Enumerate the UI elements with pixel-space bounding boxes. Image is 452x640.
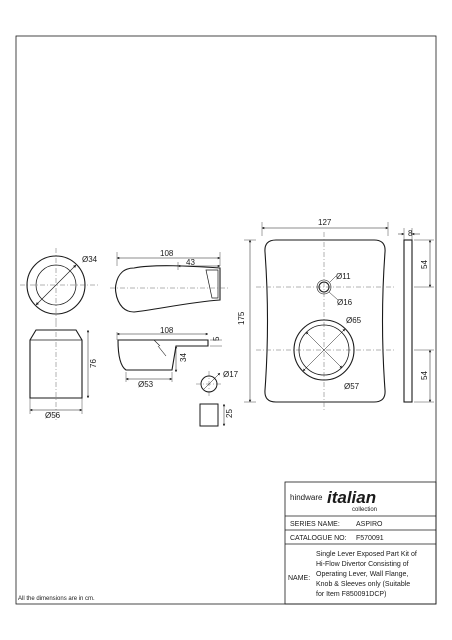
dim-w108-top: 108 (160, 249, 174, 258)
dim-d53: Ø53 (138, 380, 154, 389)
series-value: ASPIRO (356, 521, 383, 528)
lever-side-view (117, 326, 222, 389)
lever-top-view (110, 249, 228, 312)
dim-v54-bottom: 54 (420, 371, 429, 380)
name-line: Operating Lever, Wall Flange, (316, 571, 409, 578)
dim-w8: 8 (408, 229, 413, 238)
dim-d56: Ø56 (45, 411, 61, 420)
dim-h34: 34 (179, 353, 188, 362)
dim-d17: Ø17 (223, 370, 239, 379)
dimension-footnote: All the dimensions are in cm. (18, 596, 95, 602)
sheet-border (16, 36, 436, 604)
sub-brand-logo: italian (327, 488, 377, 507)
dim-d65: Ø65 (346, 316, 362, 325)
name-label: NAME: (288, 575, 311, 582)
catalogue-label: CATALOGUE NO: (290, 535, 347, 542)
dim-h25: 25 (225, 409, 234, 418)
title-block (285, 482, 436, 604)
name-line: for Item F850091DCP) (316, 591, 387, 598)
wall-flange-front-view (237, 218, 394, 410)
name-line: Knob & Sleeves only (Suitable (316, 581, 411, 588)
dim-v54-top: 54 (420, 260, 429, 269)
knob-side-view (30, 322, 98, 420)
dim-d57: Ø57 (344, 382, 360, 391)
dim-d11: Ø11 (336, 272, 351, 281)
name-line: Hi-Flow Divertor Consisting of (316, 561, 409, 568)
dim-h175: 175 (237, 311, 246, 325)
sleeve-views (196, 370, 239, 426)
dim-d16: Ø16 (337, 298, 353, 307)
name-line: Single Lever Exposed Part Kit of (316, 551, 417, 558)
series-label: SERIES NAME: (290, 521, 340, 528)
dim-v5: 5 (212, 336, 221, 341)
brand-logo: hindware (290, 493, 323, 502)
dim-w127: 127 (318, 218, 332, 227)
dim-h76: 76 (89, 359, 98, 368)
dim-w108-mid: 108 (160, 326, 174, 335)
wall-flange-side-view (398, 228, 434, 402)
catalogue-value: F570091 (356, 535, 384, 542)
dim-d34: Ø34 (82, 255, 98, 264)
knob-top-view (20, 248, 98, 322)
dim-w43: 43 (186, 258, 195, 267)
sub-brand-tag: collection (352, 507, 378, 513)
